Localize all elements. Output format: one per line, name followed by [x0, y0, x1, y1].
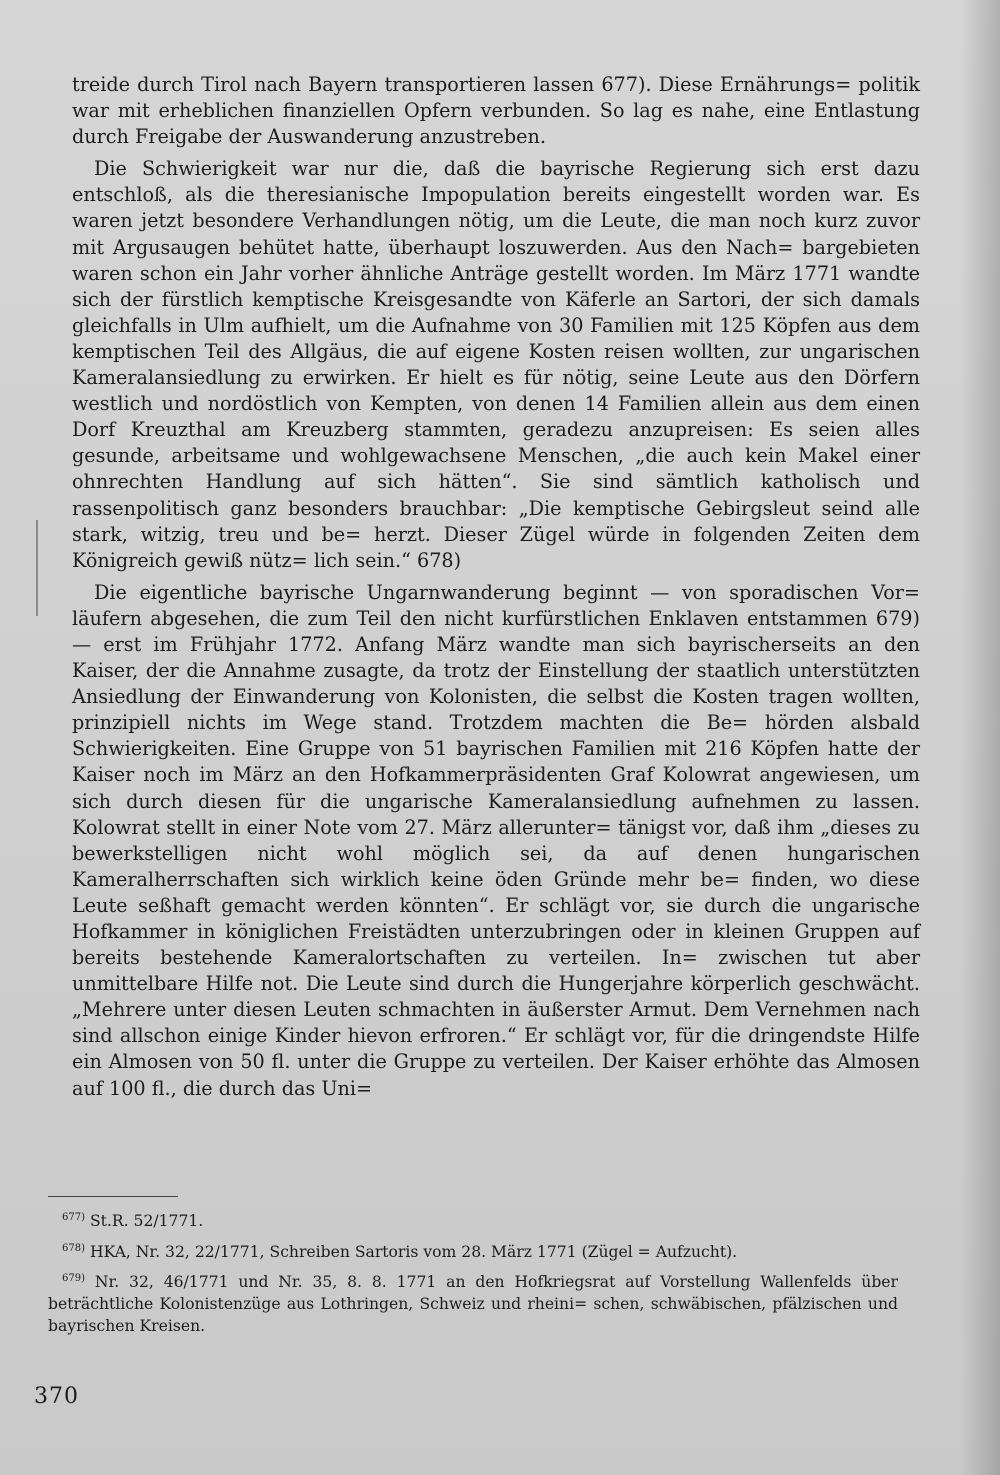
paragraph-2: Die Schwierigkeit war nur die, daß die bayrische Regierung sich erst dazu entschloß, als die theresianische Impopulation bereits eingestellt worden war. Es waren jetzt besondere Verhandlungen nötig, um die Leute, die man noch kurz zuvor mit Argusaugen behütet hatte, überhaupt loszuwerden. Aus den Nach= bargebieten waren schon ein Jahr vorher ähnliche Anträge gestellt worden. Im März 1771 wandte sich der fürstlich kemptische Kreisgesandte von Käferle an Sartori, der sich damals gleichfalls in Ulm aufhielt, um die Aufnahme von 30 Familien mit 125 Köpfen aus dem kemptischen Teil des Allgäus, die auf eigene Kosten reisen wollten, zur ungarischen Kameralansiedlung zu erwirken. Er hielt es für nötig, seine Leute aus den Dörfern westlich und nordöstlich von Kempten, von denen 14 Familien allein aus dem einen Dorf Kreuzthal am Kreuzberg stammten, geradezu anzupreisen: Es seien alles gesunde, arbeitsame und wohlgewachsene Menschen, „die auch kein Makel einer ohnrechten Handlung auf sich hätten“. Sie sind sämtlich katholisch und rassenpolitisch ganz besonders brauchbar: „Die kemptische Gebirgsleut seind alle stark, witzig, treu und be= herzt. Dieser Zügel würde in folgenden Zeiten dem Königreich gewiß nütz= lich sein.“ 678) [72, 157, 920, 572]
footnote-text: St.R. 52/1771. [89, 1212, 204, 1231]
margin-pencil-mark [36, 520, 38, 616]
footnote-677 [48, 1207, 898, 1233]
footnotes [48, 1207, 898, 1342]
footnote-text: HKA, Nr. 32, 22/1771, Schreiben Sartoris vom 28. März 1771 (Zügel = Aufzucht). [89, 1242, 738, 1261]
paragraph-3: Die eigentliche bayrische Ungarnwanderung beginnt — von sporadischen Vor= läufern abgesehen, die zum Teil den nicht kurfürstlichen Enklaven entstammen 679) — erst im Frühjahr 1772. Anfang März wandte man sich bayrischerseits an den Kaiser, der die Annahme zusagte, da trotz der Einstellung der staatlich unterstützten Ansiedlung der Einwanderung von Kolonisten, die selbst die Kosten tragen wollten, prinzipiell nichts im Wege stand. Trotzdem machten die Be= hörden alsbald Schwierigkeiten. Eine Gruppe von 51 bayrischen Familien mit 216 Köpfen hatte der Kaiser noch im März an den Hofkammerpräsidenten Graf Kolowrat angewiesen, um sich durch diesen für die ungarische Kameralansiedlung aufnehmen zu lassen. Kolowrat stellt in einer Note vom 27. März allerunter= tänigst vor, daß ihm „dieses zu bewerkstelligen nicht wohl möglich sei, da auf denen hungarischen Kameralherrschaften sich wirklich keine öden Gründe mehr be= finden, wo diese Leute seßhaft gemacht werden könnten“. Er schlägt vor, sie durch die ungarische Hofkammer in königlichen Freistädten unterzubringen oder in kleinen Gruppen auf bereits bestehende Kameralortschaften zu verteilen. In= zwischen tut aber unmittelbare Hilfe not. Die Leute sind durch die Hungerjahre körperlich geschwächt. „Mehrere unter diesen Leuten schmachten in äußerster Armut. Dem Vernehmen nach sind allschon einige Kinder hievon erfroren.“ Er schlägt vor, für die dringendste Hilfe ein Almosen von 50 fl. unter die Gruppe zu verteilen. Der Kaiser erhöhte das Almosen auf 100 fl., die durch das Uni= [72, 580, 920, 1100]
footnote-678 [48, 1238, 898, 1264]
footnote-text: Nr. 32, 46/1771 und Nr. 35, 8. 8. 1771 an den Hofkriegsrat auf Vorstellung Wallenfelds über beträchtliche Kolonistenzüge aus Lothringen, Schweiz und rheini= schen, schwäbischen, pfälzischen und bayrischen Kreisen. [48, 1273, 898, 1335]
footnote-separator [48, 1196, 178, 1197]
page-number: 370 [34, 1384, 79, 1409]
footnote-679 [48, 1268, 898, 1337]
main-text [72, 72, 920, 1108]
paragraph-1: treide durch Tirol nach Bayern transportieren lassen 677). Diese Ernährungs= politik war mit erheblichen finanziellen Opfern verbunden. So lag es nahe, eine Entlastung durch Freigabe der Auswanderung anzustreben. [72, 73, 920, 149]
footnote-number: 678) [62, 1242, 85, 1254]
footnote-number: 679) [62, 1273, 85, 1285]
footnote-number: 677) [62, 1212, 85, 1223]
